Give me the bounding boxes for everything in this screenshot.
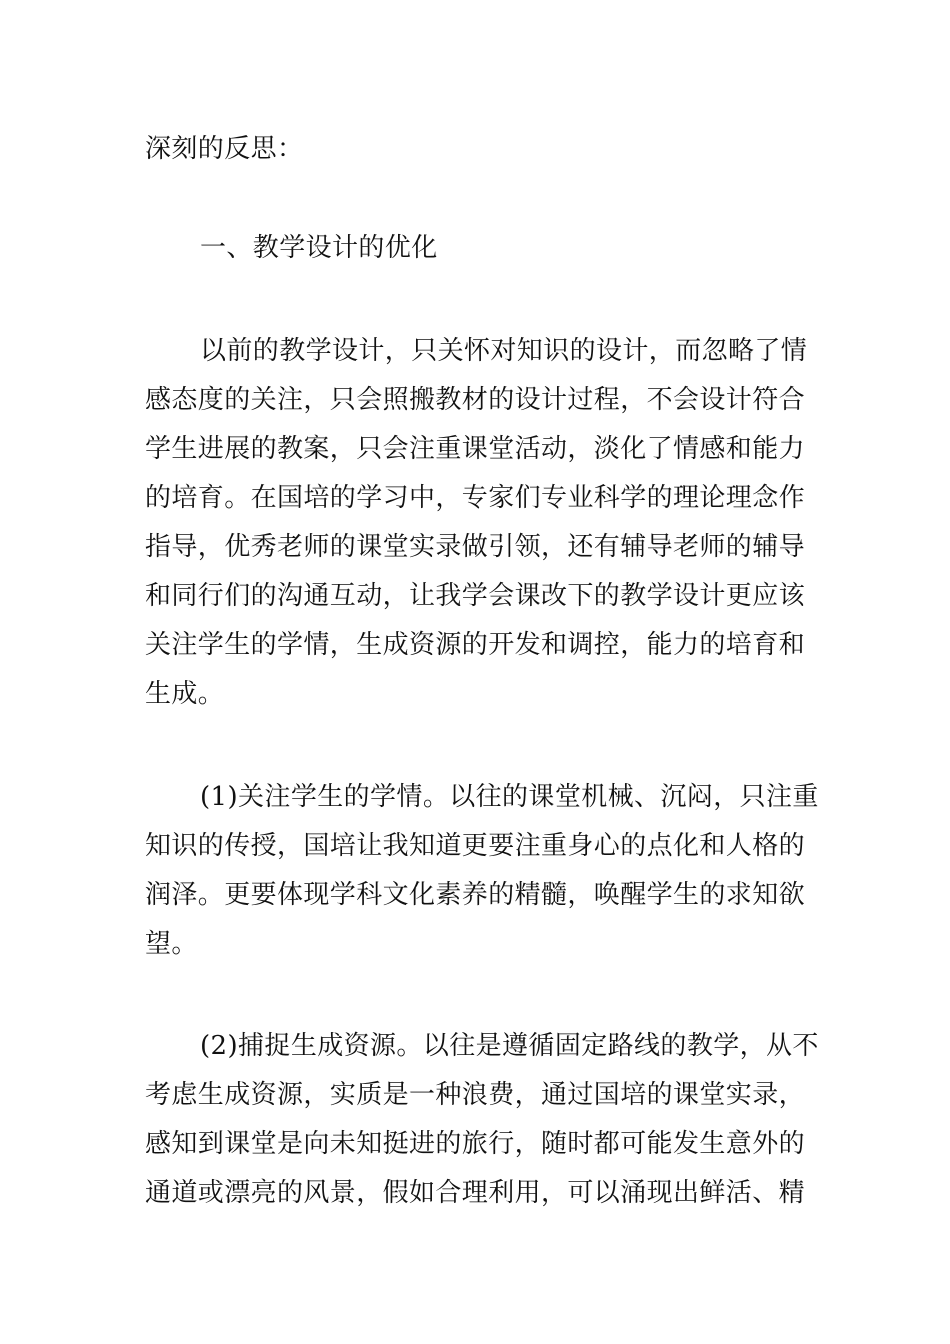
section-heading: 一、教学设计的优化 [200,233,438,263]
text-line: 深刻的反思： [145,134,304,164]
text-line: 以前的教学设计，只关怀对知识的设计，而忽略了情 [200,336,808,366]
text-line: 感知到课堂是向未知挺进的旅行，随时都可能发生意外的 [145,1129,806,1159]
text-line: 生成。 [145,679,225,709]
text-line: 感态度的关注，只会照搬教材的设计过程，不会设计符合 [145,385,806,415]
text-line: 指导，优秀老师的课堂实录做引领，还有辅导老师的辅导 [145,532,806,562]
text-line: 的培育。在国培的学习中，专家们专业科学的理论理念作 [145,483,806,513]
text-line: 学生进展的教案，只会注重课堂活动，淡化了情感和能力 [145,434,806,464]
text-line: (2)捕捉生成资源。以往是遵循固定路线的教学，从不 [200,1031,819,1061]
text-line: 通道或漂亮的风景，假如合理利用，可以涌现出鲜活、精 [145,1178,806,1208]
text-line: 望。 [145,929,198,959]
text-line: 关注学生的学情，生成资源的开发和调控，能力的培育和 [145,630,806,660]
text-line: 和同行们的沟通互动，让我学会课改下的教学设计更应该 [145,581,806,611]
text-line: (1)关注学生的学情。以往的课堂机械、沉闷，只注重 [200,782,819,812]
text-line: 知识的传授，国培让我知道更要注重身心的点化和人格的 [145,831,806,861]
text-line: 考虑生成资源，实质是一种浪费，通过国培的课堂实录， [145,1080,806,1110]
text-line: 润泽。更要体现学科文化素养的精髓，唤醒学生的求知欲 [145,880,806,910]
